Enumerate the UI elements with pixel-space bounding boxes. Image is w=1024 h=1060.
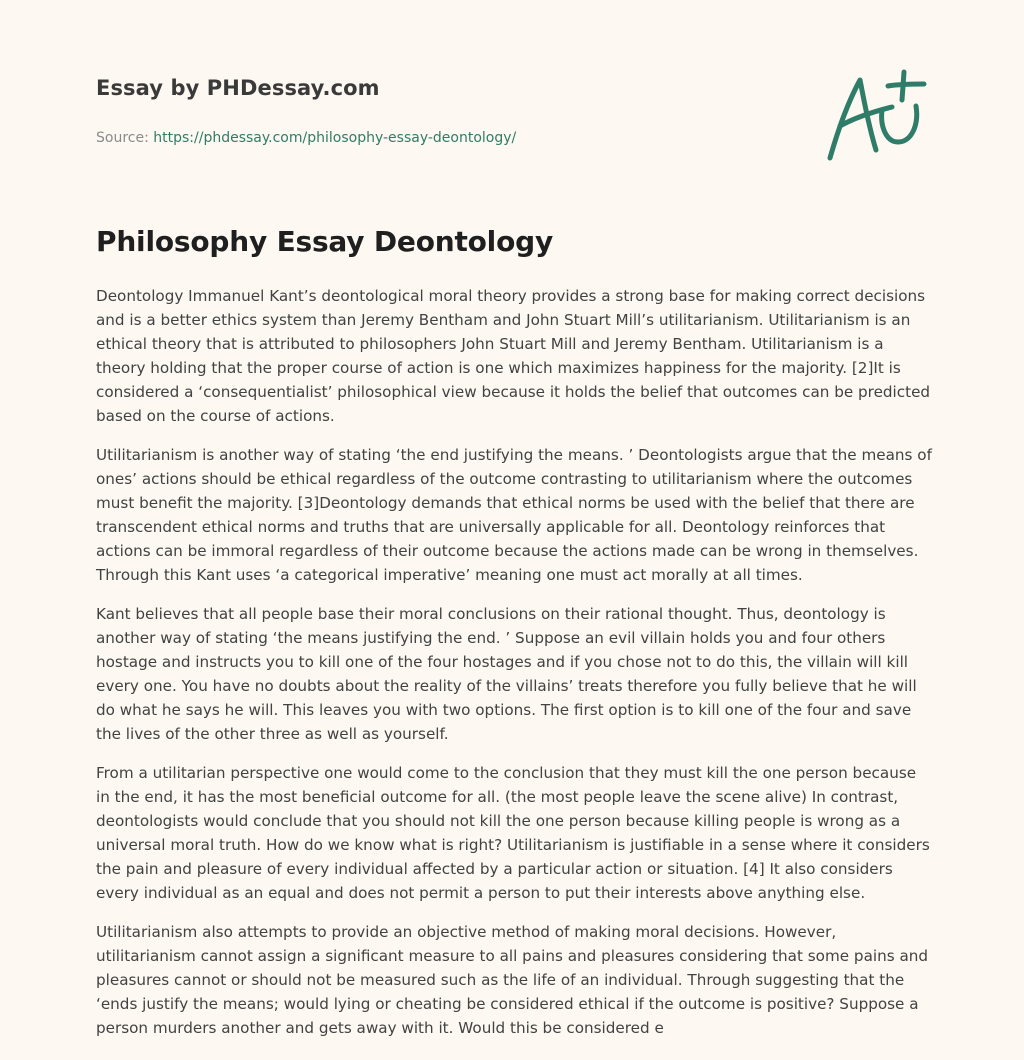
source-link[interactable]: https://phdessay.com/philosophy-essay-deontology/: [153, 130, 517, 146]
article-title: Philosophy Essay Deontology: [96, 225, 554, 258]
a-plus-grade-icon: [820, 66, 930, 166]
source-line: [96, 130, 928, 146]
paragraph: Deontology Immanuel Kant’s deontological moral theory provides a strong base for making correct decisions and is a better ethics system than Jeremy Bentham and John Stuart Mill’s utilitarianism. Utilitarianism is an ethical theory that is attributed to philosophers John Stuart Mill and Jeremy Bentham. Utilitarianism is a theory holding that the proper course of action is one which maximizes happiness for the majority. [2]It is considered a ‘consequentialist’ philosophical view because it holds the belief that outcomes can be predicted based on the course of actions.: [96, 287, 931, 425]
paragraph: Utilitarianism is another way of stating ‘the end justifying the means. ’ Deontologists argue that the means of ones’ actions should be ethical regardless of the outcome contrasting to utilitarianism where the outcomes must benefit the majority. [3]Deontology demands that ethical norms be used with the belief that there are transcendent ethical norms and truths that are universally applicable for all. Deontology reinforces that actions can be immoral regardless of their outcome because the actions made can be wrong in themselves. Through this Kant uses ‘a categorical imperative’ meaning one must act morally at all times.: [96, 446, 932, 584]
page-header: [96, 76, 928, 146]
site-brand: Essay by PHDessay.com: [96, 76, 380, 100]
paragraph: Utilitarianism also attempts to provide an objective method of making moral decisions. However, utilitarianism cannot assign a significant measure to all pains and pleasures considering that some pains and pleasures cannot or should not be measured such as the life of an individual. Through suggesting that the ‘ends justify the means; would lying or cheating be considered ethical if the outcome is positive? Suppose a person murders another and gets away with it. Would this be considered e: [96, 923, 929, 1037]
paragraph: From a utilitarian perspective one would come to the conclusion that they must kill the one person because in the end, it has the most beneficial outcome for all. (the most people leave the scene alive) In contrast, deontologists would conclude that you should not kill the one person because killing people is wrong as a universal moral truth. How do we know what is right? Utilitarianism is justifiable in a sense where it considers the pain and pleasure of every individual affected by a particular action or situation. [4] It also considers every individual as an equal and does not permit a person to put their interests above anything else.: [96, 764, 930, 902]
article-body: [96, 284, 932, 1055]
paragraph: Kant believes that all people base their moral conclusions on their rational thought. Thus, deontology is another way of stating ‘the means justifying the end. ’ Suppose an evil villain holds you and four others hostage and instructs you to kill one of the four hostages and if you chose not to do this, the villain will kill every one. You have no doubts about the reality of the villains’ treats therefore you fully believe that he will do what he says he will. This leaves you with two options. The first option is to kill one of the four and save the lives of the other three as well as yourself.: [96, 605, 917, 743]
source-label: Source:: [96, 130, 149, 146]
